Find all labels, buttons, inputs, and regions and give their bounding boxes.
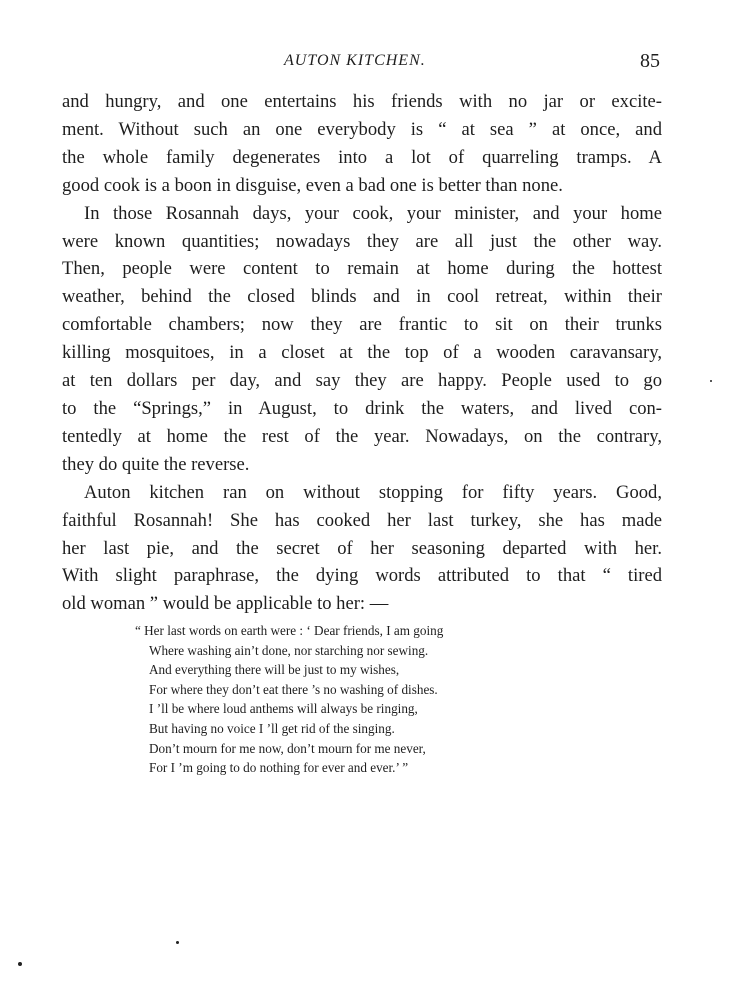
poem-line: For where they don’t eat there ’s no washing of dishes.	[149, 681, 438, 697]
text-line: the whole family degenerates into a lot of quarreling tramps. A	[62, 146, 662, 168]
ink-speck	[176, 941, 179, 944]
paragraph	[62, 479, 662, 619]
text-line: to the “Springs,” in August, to drink the waters, and lived con-	[62, 397, 662, 419]
running-title: AUTON KITCHEN.	[284, 52, 426, 69]
text-line: faithful Rosannah! She has cooked her last turkey, she has made	[62, 509, 662, 531]
ink-speck	[18, 962, 22, 966]
ink-speck	[710, 380, 712, 382]
text-line: her last pie, and the secret of her seasoning departed with her.	[62, 537, 662, 559]
poem-line: And everything there will be just to my wishes,	[149, 662, 400, 678]
text-line: they do quite the reverse.	[62, 453, 250, 475]
poem-line: For I ’m going to do nothing for ever and ever.’ ”	[149, 760, 409, 776]
paragraph	[62, 88, 662, 200]
text-line: old woman ” would be applicable to her: —	[62, 593, 389, 615]
text-line: killing mosquitoes, in a closet at the top of a wooden caravansary,	[62, 342, 662, 364]
text-line: Auton kitchen ran on without stopping for fifty years. Good,	[84, 481, 662, 503]
text-line: at ten dollars per day, and say they are happy. People used to go	[62, 370, 662, 392]
text-line: With slight paraphrase, the dying words attributed to that “ tired	[62, 565, 662, 587]
poem-line: Don’t mourn for me now, don’t mourn for me never,	[149, 740, 426, 756]
text-line: tentedly at home the rest of the year. Nowadays, on the contrary,	[62, 425, 662, 447]
poem-line: But having no voice I ’ll get rid of the singing.	[149, 720, 395, 736]
text-line: were known quantities; nowadays they are all just the other way.	[62, 230, 662, 252]
text-line: Then, people were content to remain at home during the hottest	[62, 258, 662, 280]
poem-line: I ’ll be where loud anthems will always be ringing,	[149, 701, 418, 717]
text-line: In those Rosannah days, your cook, your minister, and your home	[84, 202, 662, 224]
text-line: weather, behind the closed blinds and in cool retreat, within their	[62, 286, 662, 308]
page-header	[62, 50, 662, 76]
poem-quotation	[135, 621, 555, 778]
text-line: good cook is a boon in disguise, even a bad one is better than none.	[62, 174, 563, 196]
page-number: 85	[640, 50, 660, 72]
text-line: comfortable chambers; now they are frantic to sit on their trunks	[62, 314, 662, 336]
poem-line: “ Her last words on earth were : ‘ Dear friends, I am going	[135, 623, 444, 638]
text-line: and hungry, and one entertains his friends with no jar or excite-	[62, 91, 662, 112]
text-line: ment. Without such an one everybody is “ at sea ” at once, and	[62, 118, 662, 140]
poem-line: Where washing ain’t done, nor starching nor sewing.	[149, 642, 429, 658]
body-text	[62, 88, 662, 618]
paragraph	[62, 200, 662, 479]
